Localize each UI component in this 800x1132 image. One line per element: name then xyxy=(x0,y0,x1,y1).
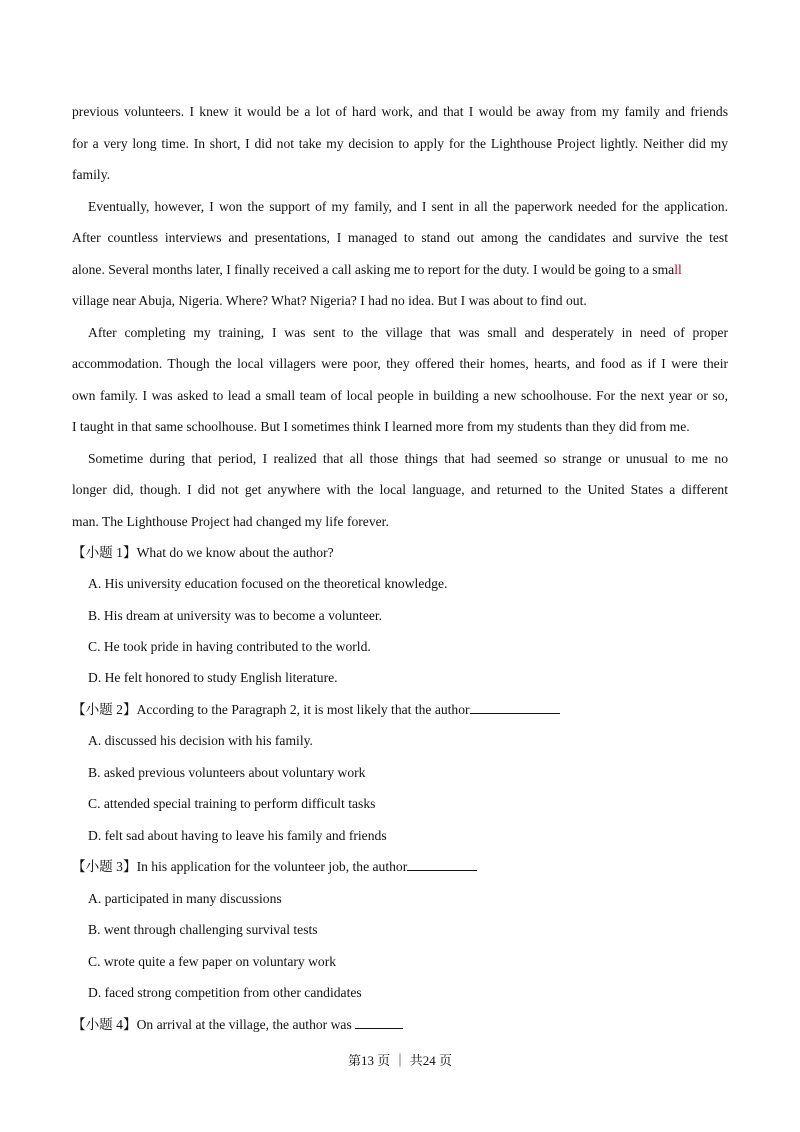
page-footer: 第13 页 ｜ 共24 页 xyxy=(347,1053,452,1068)
option-1c: C. He took pride in having contributed to the world. xyxy=(88,639,371,654)
option-2b: B. asked previous volunteers about voluntary work xyxy=(88,765,366,780)
question-label: 【小题 2】 xyxy=(72,702,137,717)
question-stem: On arrival at the village, the author was xyxy=(136,1017,352,1032)
passage-line: accommodation. Though the local villagers were poor, they offered their homes, hearts, and food as if I were their xyxy=(72,356,728,371)
passage-line: previous volunteers. I knew it would be a lot of hard work, and that I would be away from my family and friends xyxy=(72,104,728,119)
option-3a: A. participated in many discussions xyxy=(88,891,282,906)
question-1 xyxy=(72,544,334,562)
answer-blank xyxy=(355,1016,403,1029)
question-label: 【小题 1】 xyxy=(72,545,137,560)
option-1a: A. His university education focused on the theoretical knowledge. xyxy=(88,576,448,591)
answer-blank xyxy=(470,701,560,714)
passage-line: own family. I was asked to lead a small team of local people in building a new schoolhouse. For the next year or so, xyxy=(72,388,728,403)
passage-line: village near Abuja, Nigeria. Where? What? Nigeria? I had no idea. But I was about to find out. xyxy=(72,293,587,308)
passage-line: man. The Lighthouse Project had changed my life forever. xyxy=(72,514,389,529)
question-stem: What do we know about the author? xyxy=(136,545,334,560)
question-4 xyxy=(72,1016,403,1034)
passage-line: After countless interviews and presentations, I managed to stand out among the candidates and survive the test xyxy=(72,230,728,245)
question-stem: According to the Paragraph 2, it is most likely that the author xyxy=(136,702,470,717)
option-3d: D. faced strong competition from other candidates xyxy=(88,985,362,1000)
passage-line: I taught in that same schoolhouse. But I sometimes think I learned more from my students than they did from me. xyxy=(72,419,690,434)
question-3 xyxy=(72,858,477,876)
question-label: 【小题 4】 xyxy=(72,1017,137,1032)
passage-line: After completing my training, I was sent to the village that was small and desperately in need of proper xyxy=(88,325,728,340)
passage-line xyxy=(72,261,728,279)
passage-line: longer did, though. I did not get anywhere with the local language, and returned to the United States a different xyxy=(72,482,728,497)
passage-text: alone. Several months later, I finally received a call asking me to report for the duty. I would be going to a sma xyxy=(72,262,675,277)
question-stem: In his application for the volunteer job, the author xyxy=(136,859,408,874)
option-1d: D. He felt honored to study English literature. xyxy=(88,670,338,685)
option-3c: C. wrote quite a few paper on voluntary work xyxy=(88,954,337,969)
question-label: 【小题 3】 xyxy=(72,859,137,874)
option-2d: D. felt sad about having to leave his family and friends xyxy=(88,828,387,843)
answer-blank xyxy=(407,858,477,871)
option-2a: A. discussed his decision with his family. xyxy=(88,733,313,748)
question-2 xyxy=(72,701,560,719)
highlighted-text: ll xyxy=(674,262,682,277)
passage-line: for a very long time. In short, I did not take my decision to apply for the Lighthouse Project lightly. Neither did my xyxy=(72,136,728,151)
passage-line: Eventually, however, I won the support of my family, and I sent in all the paperwork needed for the application. xyxy=(88,199,728,214)
passage-line: family. xyxy=(72,167,110,182)
option-2c: C. attended special training to perform difficult tasks xyxy=(88,796,376,811)
option-1b: B. His dream at university was to become a volunteer. xyxy=(88,608,383,623)
option-3b: B. went through challenging survival tests xyxy=(88,922,318,937)
passage-line: Sometime during that period, I realized that all those things that had seemed so strange or unusual to me no xyxy=(88,451,728,466)
